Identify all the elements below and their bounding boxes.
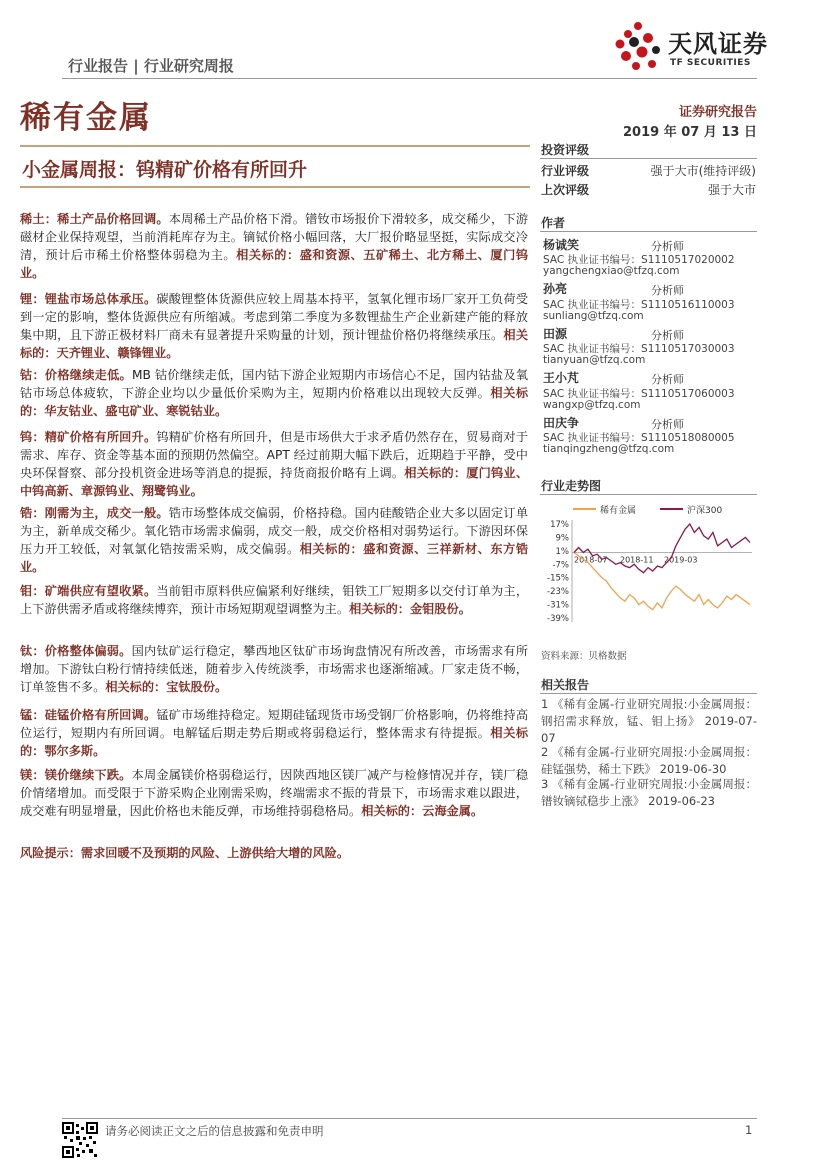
rating-heading: 投资评级 <box>541 143 590 157</box>
risk-warning <box>20 844 528 862</box>
y-tick-label: -23% <box>547 587 569 598</box>
paragraph-tags: 相关标的：华友钴业、盛屯矿业、寒锐钴业。 <box>20 386 529 418</box>
tf-logo-icon <box>608 18 668 76</box>
footer-divider <box>62 1118 757 1119</box>
title-top-divider <box>20 145 530 147</box>
x-tick-label: 2018-11 <box>620 555 654 565</box>
paragraph-heading: 锆：刚需为主，成交一般。 <box>20 506 169 520</box>
paragraph-zirconium <box>20 504 528 576</box>
paragraph-tungsten <box>20 428 528 500</box>
logo-text: 天风证券 <box>668 30 768 58</box>
author-email[interactable]: tianqingzheng@tfzq.com <box>543 443 675 455</box>
author-name: 田源 <box>543 327 568 341</box>
paragraph-tags: 相关标的：云海金属。 <box>361 804 484 818</box>
x-tick-label: 2018-07 <box>574 555 608 565</box>
sector-title: 稀有金属 <box>20 100 152 136</box>
paragraph-tags: 相关标的：金钼股份。 <box>349 602 471 616</box>
author-role: 分析师 <box>651 373 684 386</box>
logo-text-en: TF SECURITIES <box>670 58 751 68</box>
rating-row-previous <box>541 181 756 198</box>
author-sac: SAC 执业证书编号：S1110517060003 <box>543 388 735 400</box>
y-tick-label: 1% <box>555 546 569 557</box>
rating-label: 行业评级 <box>541 164 590 178</box>
rating-value: 强于大市 <box>707 183 756 197</box>
paragraph-text: 锆市场整体成交偏弱，价格持稳。国内硅酸锆企业大多以固定订单为主，新单成交稀少。氧化锆市场需求偏弱，成交一般，成交价格相对弱势运行。下游因环保压力开工较低，对氧氯化锆按需采购，成交偏弱。 <box>20 506 529 556</box>
author-email[interactable]: tianyuan@tfzq.com <box>543 354 646 366</box>
trend-divider <box>540 494 757 495</box>
paragraph-text: 当前钼市原料供应偏紧利好继续，钼铁工厂短期多以交付订单为主，上下游供需矛盾或将继续博弈，预计市场短期观望调整为主。 <box>20 584 529 616</box>
qr-code-icon <box>62 1122 98 1158</box>
author-email[interactable]: wangxp@tfzq.com <box>543 399 641 411</box>
paragraph-tags: 相关标的：厦门钨业、中钨高新、章源钨业、翔鹭钨业。 <box>20 466 529 498</box>
paragraph-heading: 稀土：稀土产品价格回调。 <box>20 212 169 226</box>
title-bottom-divider <box>20 186 530 188</box>
paragraph-tags: 相关标的：盛和资源、五矿稀土、北方稀土、厦门钨业。 <box>20 248 529 280</box>
paragraph-text: MB 钴价继续走低，国内钴下游企业短期内市场信心不足，国内钴盐及氧钴市场总体疲软，下游企业均以少量低价采购为主，短期内价格难以出现较大反弹。 <box>20 368 529 400</box>
authors-divider <box>540 231 757 232</box>
author-name: 田庆争 <box>543 416 580 430</box>
report-date: 2019 年 07 月 13 日 <box>623 125 757 140</box>
paragraph-text: 国内钛矿运行稳定，攀西地区钛矿市场询盘情况有所改善，市场需求有所增加。下游钛白粉行情持续低迷，随着步入传统淡季，市场需求也逐渐缩减。厂家走货不畅，订单签售不多。 <box>20 644 529 694</box>
author-sac: SAC 执业证书编号：S1110516110003 <box>543 299 735 311</box>
footer-disclaimer[interactable]: 请务必阅读正文之后的信息披露和免责申明 <box>105 1124 324 1138</box>
author-role: 分析师 <box>651 240 684 253</box>
industry-trend-chart <box>538 500 758 630</box>
report-kind: 证券研究报告 <box>678 105 757 120</box>
paragraph-text: 本周稀土产品价格下滑。镨钕市场报价下滑较多，成交稀少，下游磁材企业保持观望，当前消耗库存为主。镝铽价格小幅回落，大厂报价略显坚挺，实际成交冷清，预计后市稀土价格整体弱稳为主。 <box>20 212 529 262</box>
authors-heading: 作者 <box>541 216 566 230</box>
report-title: 小金属周报：钨精矿价格有所回升 <box>22 159 308 181</box>
report-type: 行业报告 | 行业研究周报 <box>68 57 234 75</box>
related-divider <box>540 693 757 694</box>
paragraph-heading: 锂：锂盐市场总体承压。 <box>20 292 157 306</box>
paragraph-heading: 钼：矿端供应有望收紧。 <box>20 584 157 598</box>
paragraph-tags: 相关标的：鄂尔多斯。 <box>20 726 529 758</box>
paragraph-heading: 锰：硅锰价格有所回调。 <box>20 708 157 722</box>
author-name: 杨诚笑 <box>543 238 580 252</box>
y-tick-label: -7% <box>552 560 569 571</box>
paragraph-magnesium <box>20 766 528 820</box>
paragraph-text: 本周金属镁价格弱稳运行，因陕西地区镁厂减产与检修情况并存，镁厂稳价情绪增加。而受限于下游采购企业刚需采购，终端需求不振的背景下，市场需求难以跟进，成交难有明显增量，因此价格也未能反弹，市场维持弱稳格局。 <box>20 768 529 818</box>
y-tick-label: 17% <box>550 520 569 530</box>
y-tick-label: -31% <box>547 600 569 611</box>
rating-label: 上次评级 <box>541 183 590 197</box>
paragraph-text: 碳酸锂整体货源供应较上周基本持平，氢氧化锂市场厂家开工负荷受到一定的影响，整体货源供应有所缩减。考虑到第二季度为多数锂盐生产企业新建产能的释放集中期，且下游正极材料厂商未有显著提升采购量的计划，预计锂盐价格仍将继续承压。 <box>20 292 529 342</box>
paragraph-tags: 相关标的：盛和资源、三祥新材、东方锆业。 <box>20 542 529 574</box>
related-report-2[interactable]: 2 《稀有金属-行业研究周报:小金属周报：硅锰强势，稀土下跌》 2019-06-30 <box>541 745 757 776</box>
paragraph-manganese <box>20 706 528 760</box>
author-role: 分析师 <box>651 418 684 431</box>
author-role: 分析师 <box>651 284 684 297</box>
paragraph-molybdenum <box>20 582 528 618</box>
author-name: 孙亮 <box>543 282 568 296</box>
author-name: 王小芃 <box>543 371 580 385</box>
paragraph-text: 锰矿市场维持稳定。短期硅锰现货市场受钢厂价格影响，仍将维持高位运行，短期内有所回调。电解锰后期走势后期或将弱稳运行，整体需求有待提振。 <box>20 708 529 740</box>
paragraph-cobalt <box>20 366 528 420</box>
y-tick-label: -15% <box>547 573 569 584</box>
page-number: 1 <box>745 1123 753 1137</box>
y-tick-label: 9% <box>555 533 569 544</box>
y-tick-label: -39% <box>547 614 569 624</box>
author-role: 分析师 <box>651 329 684 342</box>
legend-label: 沪深300 <box>687 506 723 516</box>
paragraph-heading: 钛：价格整体偏弱。 <box>20 644 132 658</box>
header-divider <box>62 78 757 79</box>
author-sac: SAC 执业证书编号：S1110517030003 <box>543 343 735 355</box>
series-line-hs300 <box>574 524 750 573</box>
rating-row-industry <box>541 162 756 179</box>
legend-label: 稀有金属 <box>600 506 637 516</box>
paragraph-tags: 相关标的：天齐锂业、赣锋锂业。 <box>20 328 529 360</box>
paragraph-lithium <box>20 290 528 362</box>
risk-text: 风险提示：需求回暖不及预期的风险、上游供给大增的风险。 <box>20 846 350 860</box>
rating-value: 强于大市(维持评级) <box>650 164 756 178</box>
author-email[interactable]: yangchengxiao@tfzq.com <box>543 265 680 277</box>
rating-divider <box>540 158 757 159</box>
related-report-1[interactable]: 1 《稀有金属-行业研究周报:小金属周报：钢招需求释放，锰、钼上扬》 2019-07-07 <box>541 697 757 745</box>
paragraph-text: 钨精矿价格有所回升，但是市场供大于求矛盾仍然存在，贸易商对于需求、库存、资金等基本面的预期仍然偏空。APT 经过前期大幅下跌后，近期趋于平静，受中央环保督察、部分投机资金进场等消息的提振，持货商报价略有上调。 <box>20 430 529 480</box>
trend-heading: 行业走势图 <box>541 479 602 493</box>
author-sac: SAC 执业证书编号：S1110518080005 <box>543 432 735 444</box>
paragraph-heading: 钴：价格继续走低。 <box>20 368 132 382</box>
paragraph-heading: 镁：镁价继续下跌。 <box>20 768 132 782</box>
paragraph-heading: 钨：精矿价格有所回升。 <box>20 430 157 444</box>
related-heading: 相关报告 <box>541 678 590 692</box>
related-report-3[interactable]: 3 《稀有金属-行业研究周报:小金属周报：镨钕镝铽稳步上涨》 2019-06-23 <box>541 777 757 808</box>
x-tick-label: 2019-03 <box>664 555 698 565</box>
author-sac: SAC 执业证书编号：S1110517020002 <box>543 254 735 266</box>
author-email[interactable]: sunliang@tfzq.com <box>543 310 644 322</box>
paragraph-rare-earth <box>20 210 528 282</box>
paragraph-tags: 相关标的：宝钛股份。 <box>105 680 228 694</box>
paragraph-titanium <box>20 642 528 696</box>
chart-source: 资料来源：贝格数据 <box>541 651 627 662</box>
